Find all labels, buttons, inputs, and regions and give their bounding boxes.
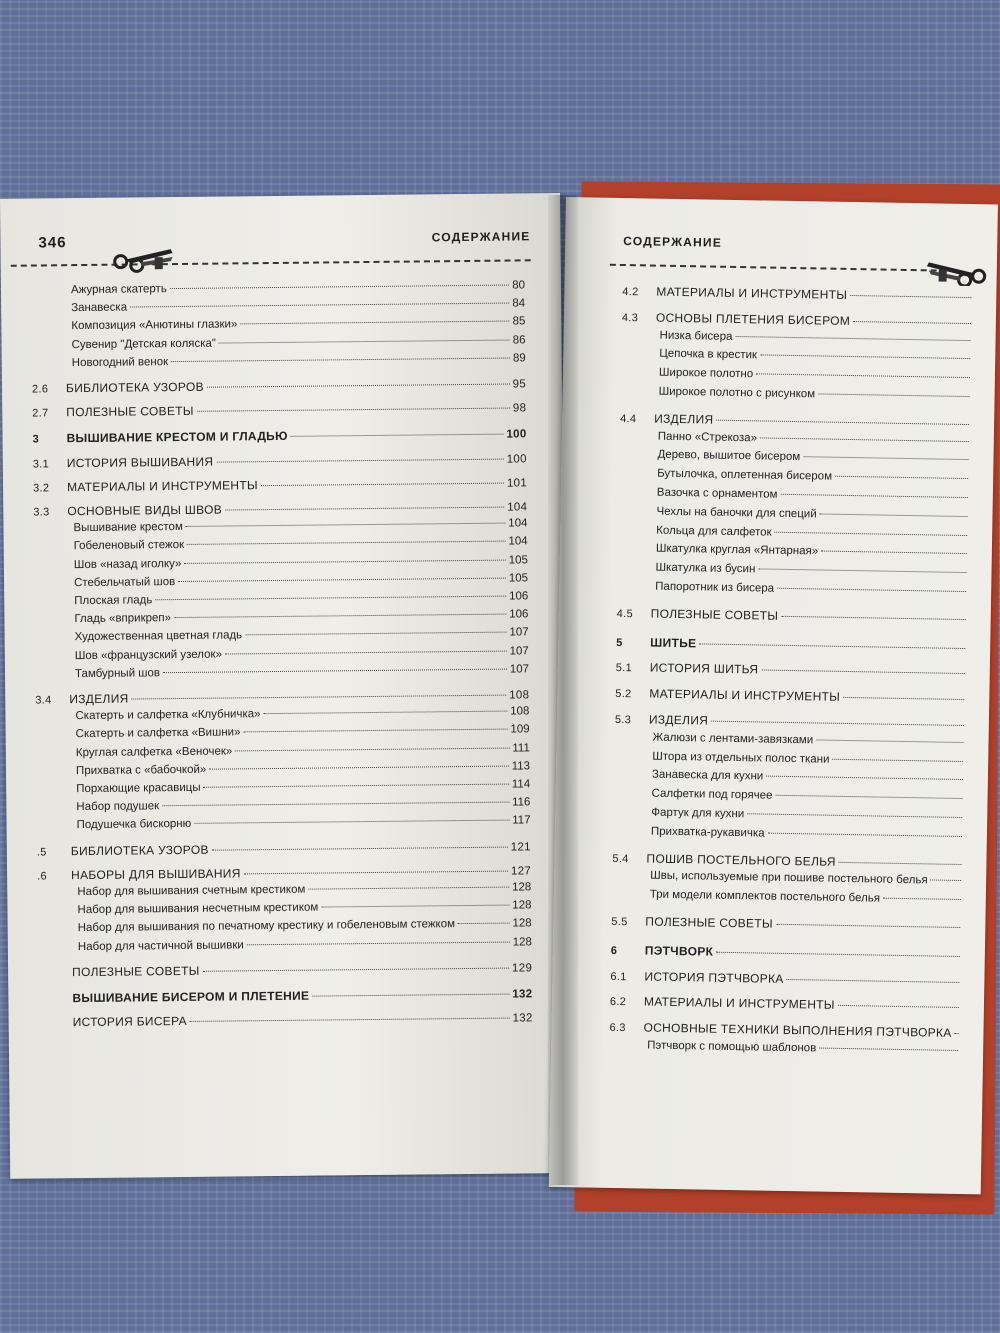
toc-leader-dots bbox=[758, 569, 966, 574]
toc-page-number: 132 bbox=[512, 1012, 533, 1025]
toc-item bbox=[657, 468, 971, 485]
toc-item bbox=[74, 590, 528, 607]
toc-leader-dots bbox=[212, 846, 508, 850]
toc-section bbox=[33, 499, 527, 518]
header-dashed-rule bbox=[610, 264, 957, 272]
toc-label: Порхающие красавицы bbox=[76, 781, 201, 796]
toc-item bbox=[652, 769, 966, 786]
toc-item bbox=[77, 881, 531, 898]
toc-label: Вазочка с орнаментом bbox=[656, 486, 778, 501]
toc-leader-dots bbox=[781, 616, 965, 620]
toc-leader-dots bbox=[204, 784, 509, 788]
toc-item bbox=[77, 815, 531, 832]
toc-page-number: 107 bbox=[509, 663, 530, 676]
toc-label: ИЗДЕЛИЯ bbox=[648, 712, 709, 728]
toc-number: 5.1 bbox=[615, 662, 633, 675]
toc-leader-dots bbox=[821, 551, 967, 555]
toc-label: Цепочка в крестик bbox=[659, 348, 758, 362]
toc-item bbox=[76, 778, 530, 795]
toc-item bbox=[659, 329, 973, 346]
toc-page-number: 104 bbox=[508, 517, 528, 530]
toc-label: Широкое полотно bbox=[658, 366, 754, 381]
toc-item bbox=[71, 334, 525, 351]
toc-page-number: 84 bbox=[512, 297, 526, 310]
toc-label: ОСНОВНЫЕ ВИДЫ ШВОВ bbox=[67, 502, 223, 519]
toc-item bbox=[651, 788, 965, 805]
toc-section bbox=[33, 451, 527, 470]
toc-section bbox=[615, 712, 967, 732]
toc-label: ИЗДЕЛИЯ bbox=[69, 691, 129, 707]
toc-leader-dots bbox=[716, 952, 960, 957]
toc-leader-dots bbox=[308, 887, 509, 890]
running-head-title: СОДЕРЖАНИЕ bbox=[623, 234, 723, 250]
toc-label: Гобеленовый стежок bbox=[73, 539, 185, 553]
book-gutter-shadow bbox=[548, 195, 578, 1185]
toc-label: Бутылочка, оплетенная бисером bbox=[657, 467, 833, 483]
toc-number: 5 bbox=[616, 636, 623, 649]
toc-leader-dots bbox=[190, 1018, 510, 1022]
toc-leader-dots bbox=[735, 336, 970, 341]
toc-label: МАТЕРИАЛЫ И ИНСТРУМЕНТЫ bbox=[656, 284, 848, 302]
toc-leader-dots bbox=[818, 393, 969, 397]
toc-item bbox=[657, 449, 971, 466]
toc-page-number: 89 bbox=[512, 352, 526, 365]
toc-item bbox=[652, 731, 966, 748]
toc-page-number: 100 bbox=[506, 452, 527, 466]
toc-number: 5.5 bbox=[611, 915, 628, 929]
toc-leader-dots bbox=[203, 967, 509, 971]
toc-item bbox=[71, 279, 525, 296]
toc-leader-dots bbox=[716, 419, 969, 424]
toc-leader-dots bbox=[775, 531, 968, 535]
toc-item bbox=[75, 627, 529, 644]
toc-page-number: 129 bbox=[511, 962, 533, 975]
toc-section bbox=[622, 310, 974, 330]
toc-leader-dots bbox=[839, 861, 962, 864]
toc-section bbox=[609, 1020, 961, 1040]
toc-leader-dots bbox=[247, 941, 510, 945]
toc-leader-dots bbox=[235, 747, 509, 751]
toc-label: ПОЛЕЗНЫЕ СОВЕТЫ bbox=[72, 963, 200, 979]
toc-leader-dots bbox=[955, 1033, 959, 1034]
toc-label: БИБЛИОТЕКА УЗОРОВ bbox=[65, 379, 204, 396]
toc-page-number: 100 bbox=[506, 428, 527, 441]
toc-item bbox=[71, 316, 525, 333]
toc-item bbox=[72, 352, 526, 369]
toc-number: 6.3 bbox=[609, 1022, 626, 1035]
toc-page-number: 128 bbox=[512, 899, 532, 912]
left-page-header bbox=[0, 223, 560, 259]
toc-section bbox=[33, 475, 527, 494]
toc-label: ВЫШИВАНИЕ КРЕСТОМ И ГЛАДЬЮ bbox=[66, 429, 288, 446]
toc-number: 4.4 bbox=[620, 412, 637, 426]
toc-leader-dots bbox=[162, 802, 509, 807]
toc-label: Скатерть и салфетка «Вишни» bbox=[75, 726, 241, 741]
toc-leader-dots bbox=[776, 924, 960, 928]
toc-label: ИСТОРИЯ ВЫШИВАНИЯ bbox=[66, 454, 214, 470]
toc-leader-dots bbox=[244, 870, 508, 874]
toc-item bbox=[77, 900, 531, 917]
toc-leader-dots bbox=[458, 923, 509, 925]
toc-chapter bbox=[611, 943, 963, 963]
toc-leader-dots bbox=[321, 905, 509, 908]
toc-label: МАТЕРИАЛЫ И ИНСТРУМЕНТЫ bbox=[643, 994, 835, 1013]
toc-section bbox=[610, 994, 962, 1014]
toc-leader-dots bbox=[747, 813, 962, 818]
toc-label: МАТЕРИАЛЫ И ИНСТРУМЕНТЫ bbox=[66, 477, 258, 494]
toc-label: Панно «Стрекоза» bbox=[657, 430, 758, 444]
toc-item bbox=[659, 348, 973, 365]
toc-label: Набор для вышивания несчетным крестиком bbox=[77, 901, 319, 917]
toc-leader-dots bbox=[761, 670, 964, 675]
toc-chapter bbox=[38, 986, 532, 1005]
toc-label: Кольца для салфеток bbox=[656, 524, 772, 539]
toc-label: Дерево, вышитое бисером bbox=[657, 449, 801, 464]
toc-leader-dots bbox=[843, 697, 964, 700]
toc-chapter bbox=[32, 427, 526, 446]
toc-page-number: 113 bbox=[511, 760, 531, 773]
toc-section bbox=[612, 851, 964, 871]
toc-label: ИСТОРИЯ ШИТЬЯ bbox=[649, 660, 759, 677]
toc-page-number: 105 bbox=[508, 572, 529, 585]
toc-item bbox=[650, 870, 964, 887]
toc-item bbox=[78, 936, 532, 953]
toc-label: ОСНОВНЫЕ ТЕХНИКИ ВЫПОЛНЕНИЯ ПЭТЧВОРКА bbox=[643, 1020, 952, 1041]
toc-section bbox=[32, 376, 526, 395]
toc-section bbox=[35, 687, 529, 706]
header-dashed-rule bbox=[11, 259, 531, 266]
toc-leader-dots bbox=[853, 321, 971, 324]
toc-label: Новогодний венок bbox=[71, 355, 169, 369]
toc-number: 3.3 bbox=[33, 506, 50, 519]
toc-item bbox=[657, 487, 971, 504]
toc-page-number: 132 bbox=[512, 988, 533, 1001]
toc-leader-dots bbox=[170, 285, 509, 290]
toc-label: Прихватка с «бабочкой» bbox=[75, 763, 207, 777]
toc-label: Жалюзи с лентами-завязками bbox=[652, 731, 814, 747]
toc-page-number: 106 bbox=[509, 608, 529, 621]
toc-section bbox=[615, 686, 967, 706]
toc-page-number: 111 bbox=[512, 741, 530, 755]
toc-number: .5 bbox=[36, 846, 47, 859]
toc-page-number: 105 bbox=[508, 553, 528, 567]
toc-leader-dots bbox=[883, 898, 961, 900]
toc-item bbox=[651, 825, 965, 842]
toc-leader-dots bbox=[803, 457, 968, 461]
toc-page-number: 128 bbox=[512, 881, 532, 894]
toc-label: Композиция «Анютины глазки» bbox=[71, 318, 238, 333]
toc-label: Штора из отдельных полос ткани bbox=[652, 750, 830, 766]
toc-label: ИСТОРИЯ ПЭТЧВОРКА bbox=[644, 969, 784, 986]
toc-leader-dots bbox=[711, 721, 964, 726]
toc-page-number: 86 bbox=[512, 333, 526, 347]
toc-label: ПОЛЕЗНЫЕ СОВЕТЫ bbox=[645, 914, 773, 931]
toc-label: Салфетки под горячее bbox=[651, 787, 773, 802]
toc-leader-dots bbox=[931, 880, 962, 882]
right-page bbox=[549, 197, 998, 1194]
toc-item bbox=[76, 724, 530, 741]
toc-leader-dots bbox=[187, 541, 505, 545]
toc-leader-dots bbox=[243, 729, 507, 733]
toc-label: ПОЛЕЗНЫЕ СОВЕТЫ bbox=[66, 404, 194, 420]
toc-section bbox=[32, 401, 526, 420]
toc-leader-dots bbox=[171, 357, 510, 362]
scissors-icon bbox=[111, 245, 181, 274]
toc-number: 3 bbox=[32, 433, 40, 446]
toc-section bbox=[39, 1011, 533, 1030]
toc-label: Шкатулка круглая «Янтарная» bbox=[655, 543, 819, 558]
toc-label: ПЭТЧВОРК bbox=[644, 943, 714, 959]
toc-number: 4.5 bbox=[616, 607, 634, 621]
toc-leader-dots bbox=[225, 650, 507, 654]
toc-label: НАБОРЫ ДЛЯ ВЫШИВАНИЯ bbox=[71, 866, 241, 882]
toc-leader-dots bbox=[219, 339, 510, 343]
toc-label: Папоротник из бисера bbox=[655, 580, 775, 595]
toc-leader-dots bbox=[209, 765, 508, 769]
toc-leader-dots bbox=[291, 434, 504, 437]
toc-number: 6 bbox=[610, 944, 618, 957]
toc-label: Занавеска bbox=[71, 301, 128, 315]
toc-item bbox=[78, 918, 532, 935]
toc-page-number: 98 bbox=[512, 402, 527, 415]
toc-section bbox=[622, 284, 974, 304]
toc-item bbox=[74, 536, 528, 553]
toc-label: МАТЕРИАЛЫ И ИНСТРУМЕНТЫ bbox=[649, 686, 841, 705]
toc-item bbox=[73, 518, 527, 535]
toc-item bbox=[74, 554, 528, 571]
toc-item bbox=[651, 807, 965, 824]
toc-leader-dots bbox=[130, 303, 509, 308]
toc-label: Художественная цветная гладь bbox=[74, 629, 243, 644]
toc-chapter bbox=[616, 635, 968, 655]
toc-item bbox=[656, 543, 970, 560]
toc-label: Шов «французский узелок» bbox=[74, 648, 222, 662]
toc-label: Фартук для кухни bbox=[651, 806, 745, 821]
toc-page-number: 108 bbox=[510, 705, 530, 718]
toc-leader-dots bbox=[777, 588, 966, 592]
toc-leader-dots bbox=[819, 1048, 958, 1051]
toc-number: 2.7 bbox=[32, 407, 49, 420]
toc-number: 2.6 bbox=[31, 383, 49, 396]
toc-label: ПОШИВ ПОСТЕЛЬНОГО БЕЛЬЯ bbox=[646, 851, 836, 869]
toc-leader-dots bbox=[194, 820, 509, 824]
toc-label: Шов «назад иголку» bbox=[73, 557, 182, 571]
toc-label: Набор для вышивания счетным крестиком bbox=[77, 883, 306, 899]
toc-section bbox=[611, 914, 963, 934]
toc-section bbox=[37, 863, 531, 882]
toc-item bbox=[659, 386, 973, 403]
toc-number: 5.2 bbox=[615, 688, 632, 701]
toc-label: Три модели комплектов постельного белья bbox=[649, 888, 881, 905]
toc-leader-dots bbox=[261, 482, 504, 486]
toc-page-number: 106 bbox=[508, 590, 529, 603]
toc-item bbox=[71, 298, 525, 315]
toc-label: Прихватка-рукавичка bbox=[650, 825, 765, 840]
toc-label: ВЫШИВАНИЕ БИСЕРОМ И ПЛЕТЕНИЕ bbox=[72, 988, 310, 1006]
toc-label: Плоская гладь bbox=[74, 594, 153, 608]
toc-number: 5.3 bbox=[614, 713, 632, 727]
toc-label: Набор для частичной вышивки bbox=[77, 938, 244, 953]
toc-section bbox=[38, 960, 532, 979]
toc-page-number: 85 bbox=[512, 315, 526, 328]
toc-label: ШИТЬЕ bbox=[650, 635, 697, 650]
toc-number: 6.2 bbox=[609, 996, 627, 1009]
toc-number: 4.2 bbox=[622, 285, 639, 299]
toc-label: Стебельчатый шов bbox=[73, 575, 176, 589]
toc-label: ОСНОВЫ ПЛЕТЕНИЯ БИСЕРОМ bbox=[655, 310, 851, 328]
toc-leader-dots bbox=[132, 695, 507, 700]
toc-label: Набор подушек bbox=[76, 800, 160, 814]
toc-number: 5.4 bbox=[612, 852, 629, 865]
toc-label: Чехлы на баночки для специй bbox=[656, 505, 817, 521]
toc-leader-dots bbox=[775, 795, 962, 799]
toc-leader-dots bbox=[756, 374, 970, 379]
toc-label: Занавеска для кухни bbox=[651, 768, 764, 783]
toc-page-number: 128 bbox=[512, 935, 532, 949]
toc-page-number: 80 bbox=[512, 279, 526, 292]
toc-number: 6.1 bbox=[610, 970, 627, 983]
toc-page-number: 95 bbox=[512, 378, 527, 391]
toc-leader-dots bbox=[184, 559, 505, 563]
toc-leader-dots bbox=[760, 355, 970, 360]
toc-page-number: 109 bbox=[510, 723, 530, 736]
toc-item bbox=[74, 572, 528, 589]
toc-leader-dots bbox=[174, 614, 506, 618]
toc-section bbox=[616, 660, 968, 680]
toc-leader-dots bbox=[820, 513, 968, 517]
toc-label: Низка бисера bbox=[659, 329, 733, 343]
toc-item bbox=[647, 1040, 961, 1057]
toc-label: Круглая салфетка «Веночек» bbox=[75, 745, 233, 759]
toc-item bbox=[656, 505, 970, 522]
toc-label: Сувенир "Детская коляска" bbox=[71, 337, 217, 351]
toc-leader-dots bbox=[216, 458, 503, 462]
toc-number: 3.2 bbox=[33, 482, 50, 495]
toc-leader-dots bbox=[699, 643, 965, 649]
toc-item bbox=[655, 581, 969, 598]
toc-number: 3.1 bbox=[32, 457, 50, 471]
toc-item bbox=[652, 750, 966, 767]
toc-leader-dots bbox=[850, 295, 971, 298]
toc-item bbox=[659, 367, 973, 384]
toc-page-number: 107 bbox=[509, 644, 529, 658]
toc-leader-dots bbox=[264, 711, 508, 715]
toc-label: Широкое полотно с рисунком bbox=[658, 385, 816, 401]
toc-leader-dots bbox=[225, 507, 504, 511]
toc-page-number: 104 bbox=[508, 535, 528, 548]
toc-section bbox=[617, 606, 969, 626]
toc-leader-dots bbox=[155, 596, 506, 601]
toc-item bbox=[76, 742, 530, 759]
toc-leader-dots bbox=[781, 494, 968, 498]
toc-leader-dots bbox=[163, 668, 507, 673]
toc-leader-dots bbox=[832, 758, 963, 761]
toc-label: Ажурная скатерть bbox=[70, 283, 167, 297]
toc-leader-dots bbox=[312, 994, 509, 997]
toc-section bbox=[620, 411, 972, 431]
toc-leader-dots bbox=[816, 739, 963, 743]
toc-leader-dots bbox=[760, 437, 969, 442]
toc-leader-dots bbox=[178, 577, 506, 581]
toc-page-number: 114 bbox=[511, 778, 531, 791]
toc-item bbox=[650, 889, 964, 906]
toc-leader-dots bbox=[838, 1005, 959, 1008]
page-number: 346 bbox=[38, 234, 67, 252]
toc-label: Вышивание крестом bbox=[73, 521, 183, 535]
toc-item bbox=[76, 797, 530, 814]
toc-page-number: 104 bbox=[507, 501, 528, 514]
toc-leader-dots bbox=[768, 832, 962, 836]
toc-item bbox=[75, 645, 529, 662]
toc-item bbox=[655, 562, 969, 579]
toc-page-number: 107 bbox=[509, 626, 529, 639]
toc-leader-dots bbox=[835, 476, 968, 479]
toc-label: Подушечка бискорню bbox=[76, 818, 192, 832]
toc-item bbox=[74, 609, 528, 626]
toc-leader-dots bbox=[186, 523, 505, 527]
toc-item bbox=[75, 663, 529, 680]
toc-page-number: 116 bbox=[511, 796, 531, 809]
toc-page-number: 121 bbox=[510, 840, 531, 854]
toc-label: Пэтчворк с помощью шаблонов bbox=[647, 1039, 817, 1055]
toc-leader-dots bbox=[207, 384, 510, 388]
toc-leader-dots bbox=[245, 632, 506, 636]
toc-label: Скатерть и салфетка «Клубничка» bbox=[75, 708, 261, 723]
toc-item bbox=[75, 706, 529, 723]
toc-label: Тамбурный шов bbox=[74, 667, 161, 680]
toc-page-number: 101 bbox=[506, 477, 528, 490]
toc-page-number: 128 bbox=[512, 917, 532, 930]
toc-leader-dots bbox=[766, 776, 963, 780]
toc-label: Гладь «вприкреп» bbox=[74, 612, 172, 626]
scissors-icon bbox=[921, 257, 991, 286]
toc-item bbox=[76, 760, 530, 777]
toc-number: 4.3 bbox=[621, 311, 639, 325]
toc-label: БИБЛИОТЕКА УЗОРОВ bbox=[70, 842, 209, 858]
toc-page-number: 117 bbox=[512, 814, 531, 827]
toc-label: Шкатулка из бусин bbox=[655, 561, 756, 576]
toc-leader-dots bbox=[240, 321, 509, 325]
toc-page-number: 127 bbox=[510, 865, 532, 878]
left-page bbox=[0, 193, 570, 1179]
toc-item bbox=[656, 524, 970, 541]
toc-number: 3.4 bbox=[35, 694, 52, 707]
toc-label: ИЗДЕЛИЯ bbox=[654, 411, 714, 427]
toc-item bbox=[658, 430, 972, 447]
toc-leader-dots bbox=[197, 408, 510, 412]
toc-number: .6 bbox=[37, 870, 47, 883]
toc-label: Швы, используемые при пошиве постельного белья bbox=[650, 869, 928, 887]
toc-label: Набор для вышивания по печатному крестику и гобеленовым стежком bbox=[77, 918, 456, 935]
toc-section bbox=[610, 968, 962, 988]
toc-leader-dots bbox=[787, 979, 960, 983]
toc-page-number: 108 bbox=[509, 689, 530, 702]
toc-label: ПОЛЕЗНЫЕ СОВЕТЫ bbox=[650, 606, 779, 623]
running-head-title: СОДЕРЖАНИЕ bbox=[431, 229, 531, 245]
toc-section bbox=[37, 839, 531, 858]
left-table-of-contents bbox=[1, 279, 561, 1030]
toc-label: ИСТОРИЯ БИСЕРА bbox=[72, 1014, 187, 1030]
